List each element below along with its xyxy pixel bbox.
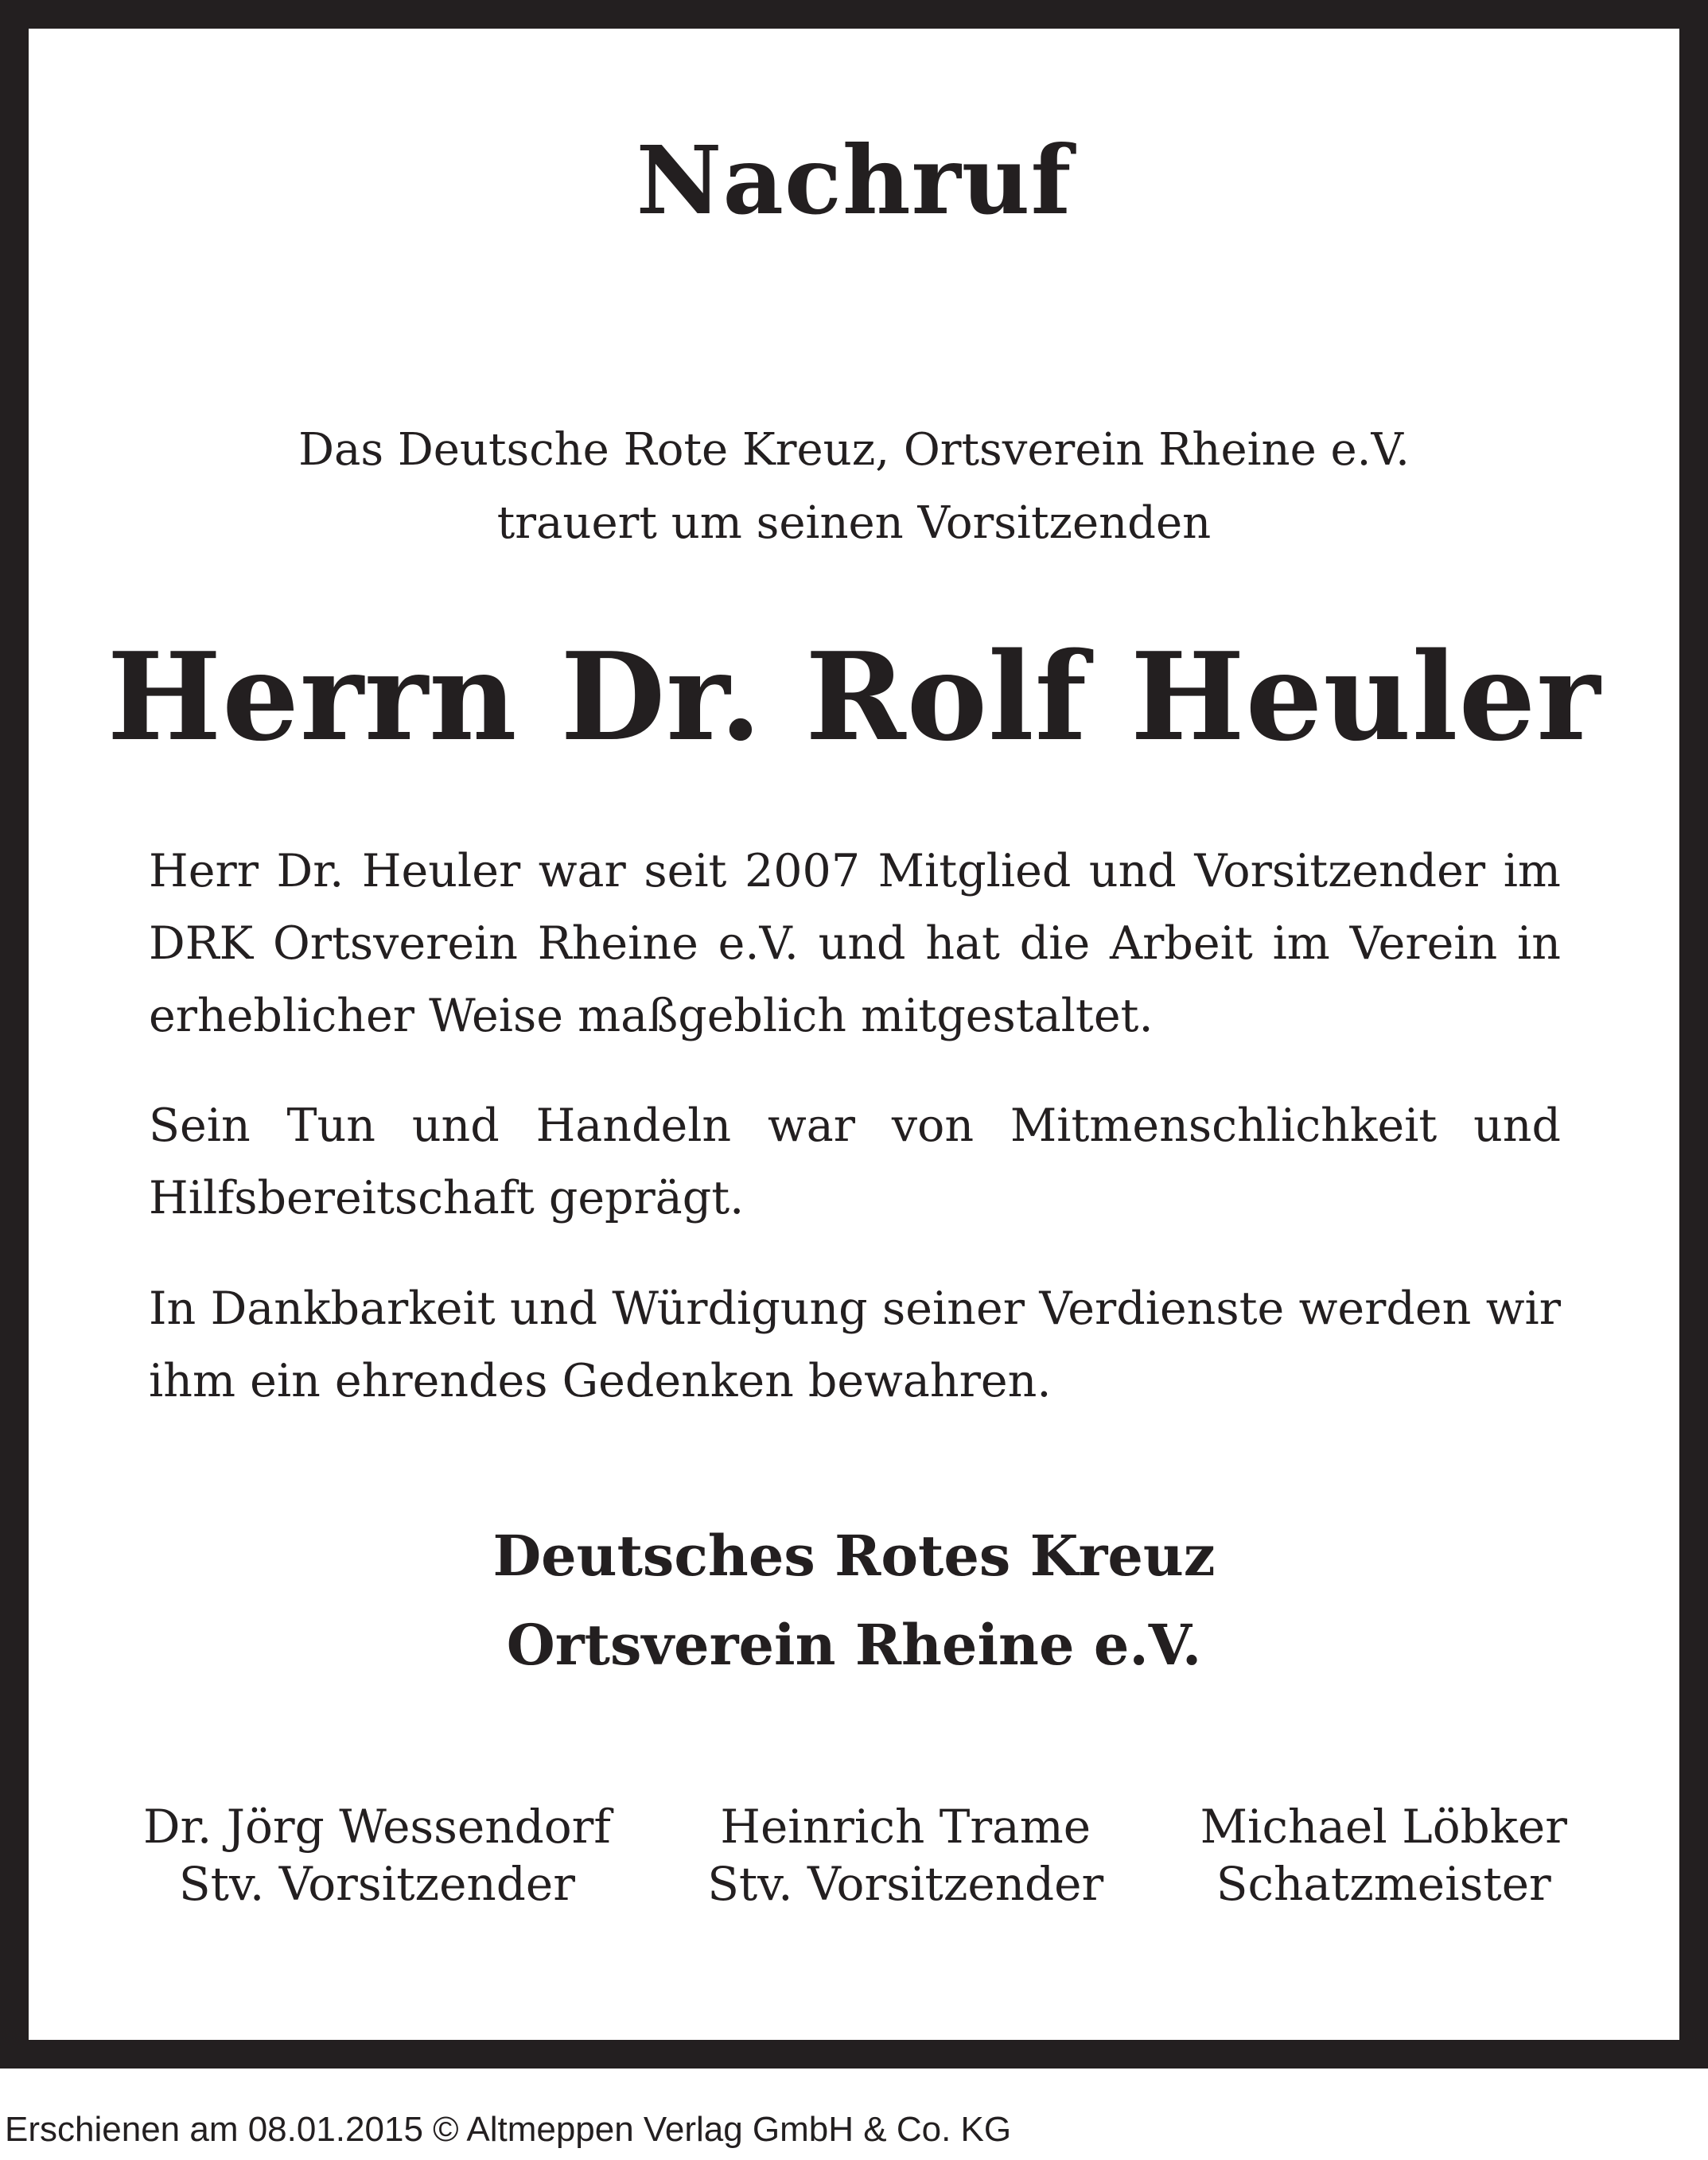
signer — [707, 1798, 1103, 1913]
organization-line-2: Ortsverein Rheine e.V. — [506, 1612, 1202, 1678]
signer-role: Schatzmeister — [1216, 1857, 1551, 1911]
intro-line-1: Das Deutsche Rote Kreuz, Ortsverein Rheine e.V. — [298, 424, 1410, 476]
organization-block — [0, 1512, 1708, 1690]
signer — [143, 1798, 611, 1913]
signer-name: Dr. Jörg Wessendorf — [143, 1800, 611, 1854]
organization-line-1: Deutsches Rotes Kreuz — [492, 1523, 1216, 1589]
signers-row — [143, 1798, 1567, 1913]
signer-role: Stv. Vorsitzender — [178, 1857, 575, 1911]
publication-footer: Erschienen am 08.01.2015 © Altmeppen Verlag GmbH & Co. KG — [5, 2110, 1012, 2149]
signer-name: Michael Löbker — [1200, 1800, 1567, 1854]
paragraph-gratitude: In Dankbarkeit und Würdigung seiner Verdienste werden wir ihm ein ehrendes Gedenken bewahren. — [149, 1282, 1561, 1407]
signer-role: Stv. Vorsitzender — [707, 1857, 1104, 1911]
paragraph-character: Sein Tun und Handeln war von Mitmenschlichkeit und Hilfsbereitschaft geprägt. — [149, 1099, 1561, 1224]
signer-name: Heinrich Trame — [720, 1800, 1091, 1854]
intro-line-2: trauert um seinen Vorsitzenden — [496, 497, 1212, 549]
obituary-title: Nachruf — [636, 125, 1072, 235]
intro-text — [0, 414, 1708, 560]
signer — [1200, 1798, 1567, 1913]
paragraph-membership: Herr Dr. Heuler war seit 2007 Mitglied und Vorsitzender im DRK Ortsverein Rheine e.V. und hat die Arbeit im Verein in erheblicher Weise maßgeblich mitgestaltet. — [149, 845, 1561, 1042]
deceased-name: Herrn Dr. Rolf Heuler — [107, 625, 1601, 768]
